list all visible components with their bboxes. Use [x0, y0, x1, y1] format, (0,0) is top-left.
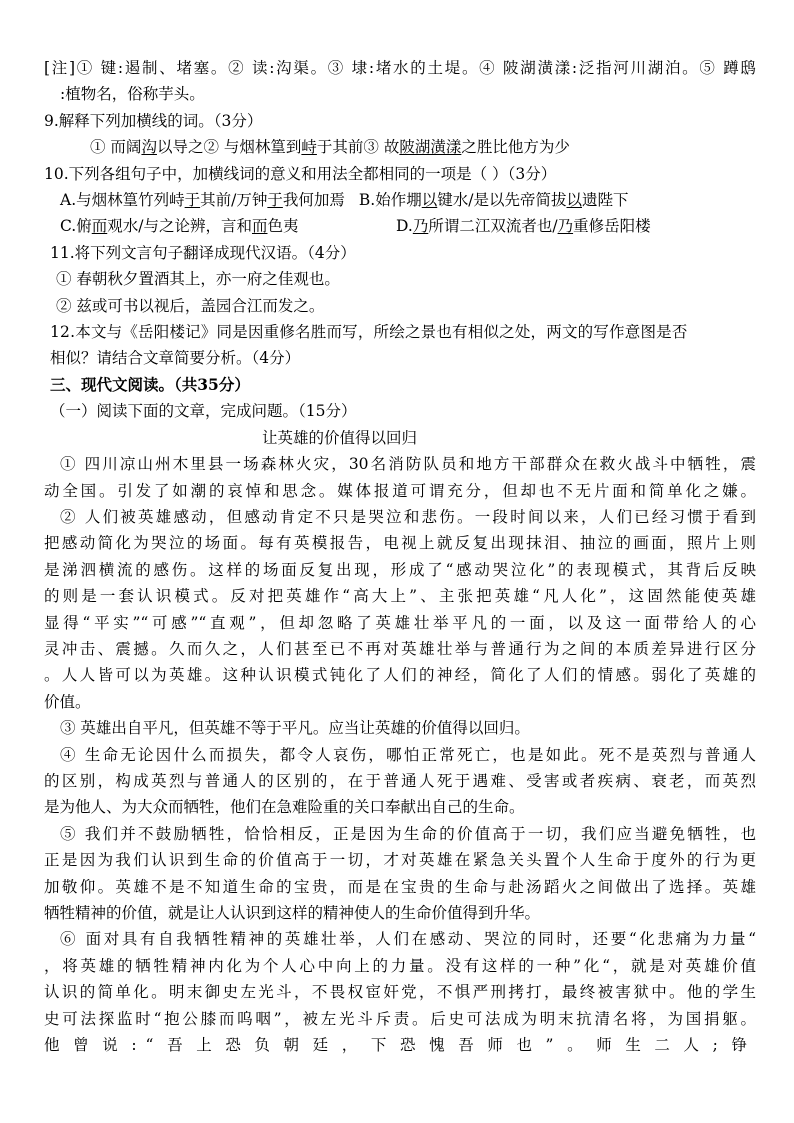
note-line-2: :植物名，俗称芋头。 — [60, 85, 205, 104]
article-line: 动全国。引发了如潮的哀悼和思念。媒体报道可谓充分，但却也不无片面和简单化之嫌。 — [44, 481, 756, 500]
question-10-options-cd — [44, 213, 756, 239]
underlined-word: 陂湖潢漾 — [399, 138, 462, 157]
article-line: ③ 英雄出自平凡，但英雄不等于平凡。应当让英雄的价值得以回归。 — [60, 719, 530, 738]
option-c: C.俯而观水/与之论辨，言和而色夷 — [60, 217, 299, 236]
question-11-sentence-2: ② 兹或可书以视后，盖园合江而发之。 — [56, 296, 325, 315]
article-line: ⑤ 我们并不鼓励牺牲，恰恰相反，正是因为生命的价值高于一切，我们应当避免牺牲，也 — [60, 824, 756, 843]
article-line: 牺牲精神的价值，就是让人认识到这样的精神使人的生命价值得到升华。 — [44, 904, 541, 922]
article-line: 显得“平实”“可感”“直观”，但却忽略了英雄壮举平凡的一面，以及这一面带给人的心 — [44, 613, 756, 632]
article-line: ② 人们被英雄感动，但感动肯定不只是哭泣和悲伤。一段时间以来，人们已经习惯于看到 — [60, 507, 756, 526]
article-line: 加敬仰。英雄不是不知道生命的宝贵，而是在宝贵的生命与赴汤蹈火之间做出了选择。英雄 — [44, 877, 756, 896]
question-10-stem: 10.下列各组句子中，加横线词的意义和用法全都相同的一项是（ ）（3分） — [44, 164, 557, 183]
article-line: ④ 生命无论因什么而损失，都令人哀伤，哪怕正常死亡，也是如此。死不是英烈与普通人 — [60, 745, 756, 764]
question-12-line-1: 12.本文与《岳阳楼记》同是因重修名胜而写，所绘之景也有相似之处，两文的写作意图是否 — [50, 323, 688, 342]
document-page — [44, 55, 756, 1058]
option-b: B.始作堋以键水/是以先帝简拔以遗陛下 — [358, 191, 629, 210]
question-12-line-2: 相似？请结合文章简要分析。（4分） — [50, 349, 301, 368]
question-10-options-ab — [44, 187, 756, 213]
article-line: 。人人皆可以为英雄。这种认识模式钝化了人们的神经，简化了人们的情感。弱化了英雄的 — [44, 666, 756, 685]
question-11-stem: 11.将下列文言句子翻译成现代汉语。（4分） — [50, 243, 356, 262]
section-3-heading: 三、现代文阅读。（共35分） — [50, 374, 250, 394]
article-line: ① 四川凉山州木里县一场森林火灾，30名消防队员和地方干部群众在救火战斗中牺牲，震 — [60, 455, 756, 474]
article-line: ⑥ 面对具有自我牺牲精神的英雄壮举，人们在感动、哭泣的同时，还要“化悲痛为力量“ — [60, 930, 756, 949]
article-line: ，将英雄的牺牲精神内化为个人心中向上的力量。没有这样的一种”化“，就是对英雄价值 — [44, 956, 756, 975]
article-line: 史可法探监时“抱公膝而呜咽”，被左光斗斥责。后史可法成为明末抗清名将，为国捐躯。 — [44, 1009, 756, 1028]
article-line: 认识的简单化。明末御史左光斗，不畏权宦奸党，不惧严刑拷打，最终被害狱中。他的学生 — [44, 983, 756, 1002]
article-line: 正是因为我们认识到生命的价值高于一切，才对英雄在紧急关头置个人生命于度外的行为更 — [44, 851, 756, 870]
question-9-items: ① 而阔沟以导之② 与烟林篁到峙于其前③ 故陂湖潢漾之胜比他方为少 — [90, 138, 570, 157]
article-line: 是为他人、为大众而牺牲，他们在急难险重的关口奉献出自己的生命。 — [44, 798, 525, 817]
underlined-word: 峙 — [301, 138, 317, 157]
underlined-word: 沟 — [141, 138, 157, 157]
option-a: A.与烟林篁竹列峙于其前/万钟于我何加焉 — [60, 191, 345, 210]
option-d: D.乃所谓二江双流者也/乃重修岳阳楼 — [396, 217, 651, 236]
question-9-stem: 9.解释下列加横线的词。（3分） — [44, 111, 263, 130]
article-line: 价值。 — [44, 692, 91, 711]
article-line: 的区别，构成英烈与普通人的区别的，在于普通人死于遇难、受害或者疾病、衰老，而英烈 — [44, 771, 756, 790]
subsection-1-heading: （一）阅读下面的文章，完成问题。（15分） — [50, 402, 357, 421]
article-line: 他曾说:“吾上恐负朝廷，下恐愧吾师也”。师生二人;铮 — [44, 1036, 756, 1055]
article-line: 的则是一套认识模式。反对把英雄作“高大上”、主张把英雄“凡人化”，这固然能使英雄 — [44, 587, 756, 606]
article-title: 让英雄的价值得以回归 — [262, 428, 418, 447]
article-body — [44, 451, 756, 1058]
article-line: 灵冲击、震撼。久而久之，人们甚至已不再对英雄壮举与普通行为之间的本质差异进行区分 — [44, 639, 756, 658]
question-11-sentence-1: ① 春朝秋夕置酒其上，亦一府之佳观也。 — [56, 270, 340, 289]
article-line: 是涕泗横流的感伤。这样的场面反复出现，形成了“感动哭泣化”的表现模式，其背后反映 — [44, 560, 756, 579]
article-line: 把感动简化为哭泣的场面。每有英模报告，电视上就反复出现抹泪、抽泣的画面，照片上则 — [44, 534, 756, 553]
note-line-1: [注]① 键:遏制、堵塞。② 读:沟渠。③ 埭:堵水的土堤。④ 陂湖潢漾:泛指河川湖泊。⑤ 蹲鸱 — [44, 59, 756, 77]
